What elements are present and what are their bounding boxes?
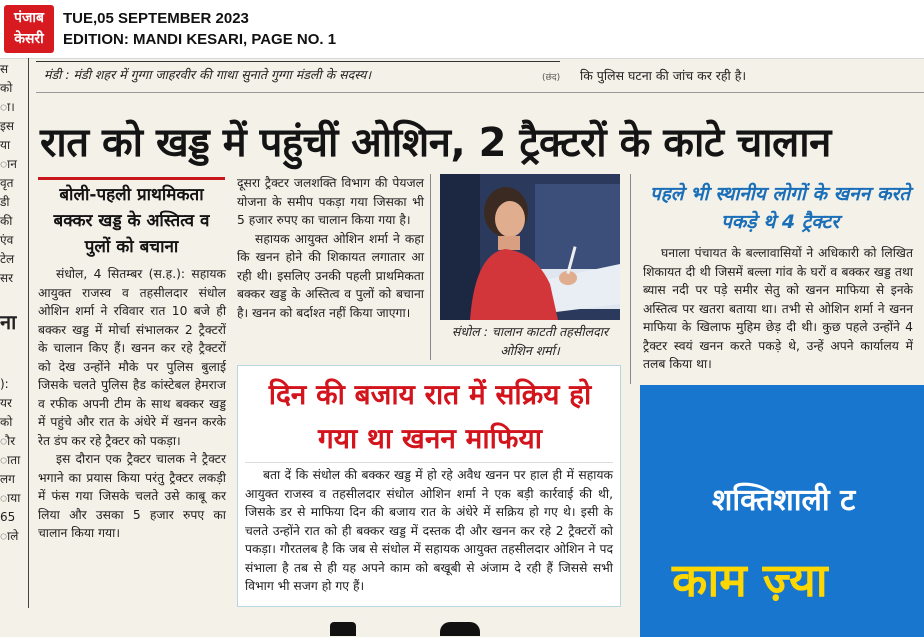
article-paragraph: इस दौरान एक ट्रैक्टर चालक ने ट्रैक्टर भगाने का प्रयास किया परंतु ट्रैक्टर लकड़ी में फंस गया जिसके चलते उसे काबू कर लिया और उसका 5 हजार रुपए का चालान किया गया। bbox=[38, 452, 226, 540]
cut-glyph bbox=[330, 622, 356, 636]
sidebar-body: बता दें कि संधोल की बक्कर खड्ड में हो रहे अवैध खनन पर हाल ही में सहायक आयुक्त राजस्व व तहसीलदार संधोल ओशिन शर्मा ने एक बड़ी कार्रवाई की थी, जिसके डर से माफिया दिन की बजाय रात के अंधेरे में सक्रिय हो गए थे। इसी के चलते उन्होंने रात को ही बक्कर खड्ड में दस्तक दी और खनन कर रहे 2 ट्रैक्टरों को पकड़ा। गौरतलब है कि जब से संधोल में सहायक आयुक्त तहसीलदार ओशिन ने पद संभाला है तब से ही यह अपने काम को बखूबी से अंजाम दे रही हैं जिससे सभी विभाग भी सजग हो गए हैं। bbox=[245, 468, 613, 593]
left-column-fragment-line: सर bbox=[0, 271, 14, 285]
left-column-fragment-line: को bbox=[0, 415, 13, 429]
left-column-fragment-line: को bbox=[0, 81, 13, 95]
main-headline: रात को खड्ड में पहुंचीं ओशिन, 2 ट्रैक्टरों के काटे चालान bbox=[40, 120, 831, 166]
sidebar-heading: दिन की बजाय रात में सक्रिय हो गया था खनन माफिया bbox=[268, 378, 592, 455]
left-column-fragment-line bbox=[0, 337, 26, 356]
article-column-2 bbox=[237, 174, 424, 322]
left-column-fragment-line: लग bbox=[0, 472, 15, 486]
left-column-fragment-line: डी bbox=[0, 195, 10, 209]
article-paragraph: दूसरा ट्रैक्टर जलशक्ति विभाग की पेयजल योजना के समीप पकड़ा गया जिसका भी 5 हजार रुपए का चालान किया गया है। bbox=[237, 176, 424, 227]
left-column-fragment-line bbox=[0, 356, 26, 375]
left-column-fragment-line: इस bbox=[0, 119, 15, 133]
left-column-fragment-line: टेल bbox=[0, 252, 15, 266]
right-article-body: घनाला पंचायत के बल्लावासियों ने अधिकारी को लिखित शिकायत दी थी जिसमें बल्ला गांव के घरों व बक्कर खड्ड तथा ब्यास नदी पर पड़े समीर सेतु को खनन माफिया से इनके अस्तित्व पर खतरा बताया था। तभी से ओशिन शर्मा ने खनन माफिया के खिलाफ मुहिम छेड़ दी थी। कुछ पहले उन्होंने 4 ट्रैक्टर स्वयं खनन करते पकड़े थे, उन्हें अपने कार्यालय में तलब किया था। bbox=[643, 246, 913, 371]
left-column-fragment-line: की bbox=[0, 214, 13, 228]
left-column-fragment-line: ान bbox=[0, 157, 17, 171]
logo-text-line1: पंजाब bbox=[14, 10, 44, 26]
left-column-fragment-line: या bbox=[0, 138, 11, 152]
left-column-fragment-line: स bbox=[0, 62, 9, 76]
top-photo-caption: मंडी : मंडी शहर में गुग्गा जाहरवीर की गाथा सुनाते गुग्गा मंडली के सदस्य। bbox=[44, 67, 372, 82]
advertisement-line-2: काम ज़्या bbox=[672, 553, 828, 607]
advertisement-line-1: शक्तिशाली ट bbox=[712, 483, 856, 518]
left-column-fragment bbox=[0, 60, 26, 620]
left-column-fragment-line: ाता bbox=[0, 453, 21, 467]
logo-text-line2: केसरी bbox=[14, 31, 44, 47]
article-paragraph: सहायक आयुक्त ओशिन शर्मा ने कहा कि खनन होने की शिकायत लगातार आ रही थी। इसलिए उनकी पहली प्राथमिकता बक्कर खड्ड के अस्तित्व व पुलों को बचाना है। खनन को बर्दाश्त नहीं किया जाएगा। bbox=[237, 231, 424, 320]
edition-header bbox=[0, 0, 924, 59]
article-subheading: बोली-पहली प्राथमिकता बक्कर खड्ड के अस्तित्व व पुलों को बचाना bbox=[38, 177, 225, 260]
left-column-fragment-line: ाले bbox=[0, 529, 19, 543]
cut-glyph bbox=[440, 622, 480, 636]
punjab-kesari-logo bbox=[4, 5, 54, 53]
section-rule bbox=[36, 92, 924, 93]
sidebar-divider bbox=[245, 462, 613, 463]
left-column-fragment-line: ): bbox=[0, 377, 9, 391]
column-rule-mid bbox=[430, 174, 431, 360]
left-column-fragment-line: ौर bbox=[0, 434, 16, 448]
left-column-fragment-line: एंव bbox=[0, 233, 14, 247]
top-photo-credit: (छंद) bbox=[542, 73, 561, 83]
left-column-fragment-line: वृत bbox=[0, 176, 14, 190]
article-paragraph: संधोल, 4 सितम्बर (स.ह.): सहायक आयुक्त राजस्व व तहसीलदार संधोल ओशिन शर्मा ने रविवार रात 10 बजे ही बक्कर खड्ड में मोर्चा संभालकर 2 ट्रैक्टरों के चालान किए हैं। खनन कर रहे ट्रैक्टरों को देख उन्होंने मौके पर पुलिस बुलाई जिसके चलते पुलिस हैड कांस्टेबल हेमराज व रफीक अपनी टीम के साथ बक्कर खड्ड में पहुंचे और रात के अंधेरे में खनन करके रेत डंप कर रहे ट्रैक्टर को पकड़ा। bbox=[38, 267, 226, 448]
edition-page: EDITION: MANDI KESARI, PAGE NO. 1 bbox=[63, 31, 337, 48]
edition-date: TUE,05 SEPTEMBER 2023 bbox=[63, 10, 249, 27]
next-article-strip bbox=[0, 608, 636, 637]
right-top-text: कि पुलिस घटना की जांच कर रही है। bbox=[580, 68, 747, 83]
column-rule-right bbox=[630, 174, 631, 384]
article-column-1 bbox=[38, 265, 226, 543]
left-column-fragment-line: ाया bbox=[0, 491, 21, 505]
left-column-fragment-line: ा। bbox=[0, 100, 15, 114]
left-column-fragment-line: 65 bbox=[0, 510, 16, 524]
left-column-fragment-line: यर bbox=[0, 396, 12, 410]
left-column-fragment-line: ना bbox=[0, 310, 17, 334]
officer-photo bbox=[440, 174, 620, 320]
photo-caption: संधोल : चालान काटती तहसीलदार ओशिन शर्मा। bbox=[451, 324, 609, 358]
officer-photo-illustration bbox=[440, 174, 620, 320]
left-column-fragment-line bbox=[0, 288, 26, 307]
top-rule bbox=[36, 61, 560, 62]
right-article-heading: पहले भी स्थानीय लोगों के खनन करते पकड़े थे 4 ट्रैक्टर bbox=[649, 183, 911, 233]
column-rule-left bbox=[28, 58, 29, 618]
